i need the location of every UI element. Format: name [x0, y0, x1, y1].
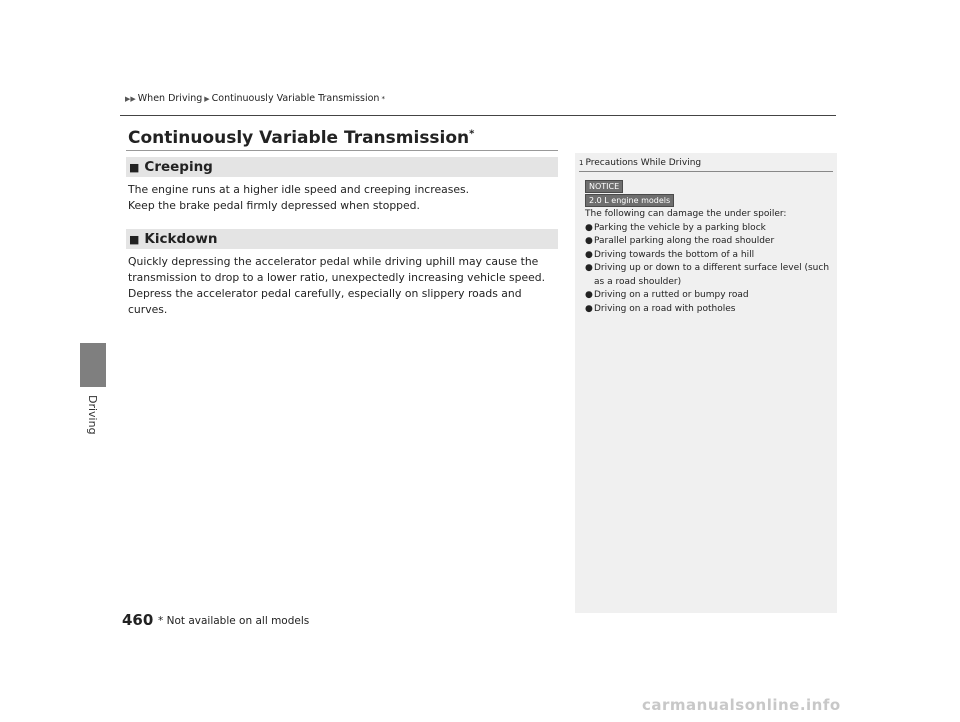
page-title [128, 128, 474, 148]
breadcrumb-item-cvt[interactable]: Continuously Variable Transmission [211, 93, 380, 104]
body-line: Depress the accelerator pedal carefully, especially on slippery roads and curves. [128, 287, 522, 316]
bullet-icon: ● [585, 263, 593, 273]
bullet-icon: ● [585, 290, 593, 300]
body-line: Keep the brake pedal firmly depressed when stopped. [128, 199, 420, 212]
bullet-icon: ● [585, 249, 593, 260]
note-title [579, 158, 701, 168]
bullet-icon: ● [585, 303, 593, 314]
list-item [585, 222, 830, 236]
chapter-label: Driving [86, 395, 99, 435]
notice-badge: NOTICE [585, 180, 623, 193]
side-note [575, 153, 837, 613]
square-bullet-icon: ■ [129, 160, 140, 174]
engine-model-badge: 2.0 L engine models [585, 194, 674, 207]
reference-marker-icon: 1 [579, 159, 584, 167]
body-line: Quickly depressing the accelerator pedal while driving uphill may cause the [128, 255, 539, 268]
list-item [585, 303, 830, 317]
page-title-asterisk: * [469, 128, 475, 140]
section-heading-text: Kickdown [144, 231, 218, 247]
section-heading-text: Creeping [144, 159, 213, 175]
section-body-creeping [128, 182, 558, 214]
list-item-text: Parallel parking along the road shoulder [594, 236, 775, 246]
note-rule [579, 171, 833, 172]
section-body-kickdown [128, 254, 558, 318]
body-line: transmission to drop to a lower ratio, unexpectedly increasing vehicle speed. [128, 271, 546, 284]
breadcrumb-item-when-driving[interactable]: When Driving [137, 93, 203, 104]
body-line: The engine runs at a higher idle speed and creeping increases. [128, 183, 470, 196]
note-title-text: Precautions While Driving [585, 158, 702, 168]
breadcrumb-asterisk: * [381, 94, 385, 103]
header-rule [120, 115, 836, 116]
list-item-text: Parking the vehicle by a parking block [594, 222, 766, 233]
bullet-icon: ● [585, 236, 593, 246]
watermark: carmanualsonline.info [642, 696, 841, 714]
title-rule [126, 150, 558, 151]
square-bullet-icon: ■ [129, 232, 140, 246]
list-item [585, 262, 830, 289]
breadcrumb [125, 93, 385, 104]
list-item-text: Driving on a rutted or bumpy road [594, 290, 749, 300]
chapter-tab [80, 343, 106, 387]
note-body [585, 208, 830, 316]
breadcrumb-arrow-icon: ▶▶ [125, 94, 136, 103]
list-item-text: Driving towards the bottom of a hill [594, 249, 755, 260]
list-item-text: Driving up or down to a different surface level (such as a road shoulder) [594, 263, 830, 287]
list-item [585, 235, 830, 249]
bullet-icon: ● [585, 222, 593, 233]
page-number: 460 [122, 611, 154, 629]
note-intro: The following can damage the under spoiler: [585, 209, 787, 219]
list-item [585, 289, 830, 303]
footnote: * Not available on all models [158, 615, 310, 627]
list-item-text: Driving on a road with potholes [594, 303, 736, 314]
page-title-text: Continuously Variable Transmission [128, 128, 470, 148]
section-heading-creeping [126, 157, 558, 177]
list-item [585, 249, 830, 263]
breadcrumb-arrow-icon: ▶ [204, 94, 210, 103]
section-heading-kickdown [126, 229, 558, 249]
